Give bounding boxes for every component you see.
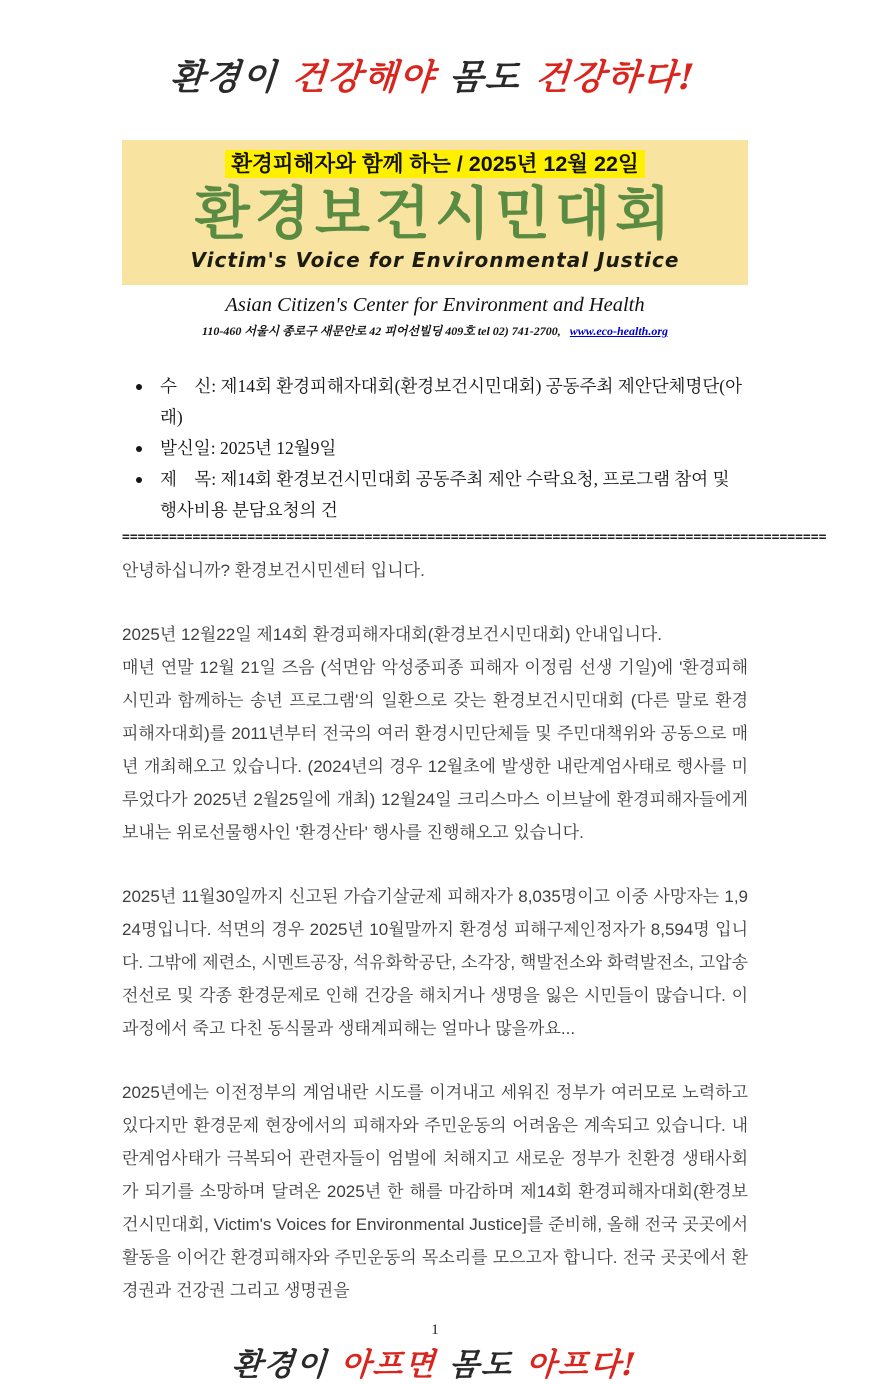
- slogan-segment: 환경이: [168, 57, 294, 98]
- banner-title: 환경보건시민대회: [194, 182, 676, 246]
- paragraph-2025-outlook: 2025년에는 이전정부의 계엄내란 시도를 이겨내고 세워진 정부가 여러모로 노력하고 있다지만 환경문제 현장에서의 피해자와 주민운동의 어려움은 계속되고 있습니다. 내란계엄사태가 극복되어 관련자들이 엄벌에 처해지고 새로운 정부가 친환경 생태사회가 되기를 소망하며 달려온 2025년 한 해를 마감하며 제14회 환경피해자대회(환경보건시민대회, Victim's Voices for Environmental Justice]를 준비해, 올해 전국 곳곳에서 활동을 이어간 환경피해자와 주민운동의 목소리를 모으고자 합니다. 전국 곳곳에서 환경권과 건강권 그리고 생명권을: [122, 1083, 748, 1300]
- organization-name: Asian Citizen's Center for Environment and Health: [225, 294, 645, 316]
- paragraph-announcement: 2025년 12월22일 제14회 환경피해자대회(환경보건시민대회) 안내입니다.: [122, 625, 663, 644]
- slogan-segment: 몸도: [448, 1347, 528, 1383]
- banner-tagline: 환경피해자와 함께 하는 / 2025년 12월 22일: [225, 150, 644, 178]
- meta-item-text: 발신일: 2025년 12월9일: [160, 438, 337, 458]
- top-calligraphy-slogan: [119, 0, 752, 100]
- paragraph-victim-statistics: 2025년 11월30일까지 신고된 가습기살균제 피해자가 8,035명이고 이중 사망자는 1,924명입니다. 석면의 경우 2025년 10월말까지 환경성 피해구제인정자가 8,594명 입니다. 그밖에 제련소, 시멘트공장, 석유화학공단, 소각장, 핵발전소와 화력발전소, 고압송전선로 및 각종 환경문제로 인해 건강을 해치거나 생명을 잃은 시민들이 많습니다. 이 과정에서 죽고 다친 동식물과 생태계피해는 얼마나 많을까요...: [122, 887, 748, 1038]
- banner-subtitle: Victim's Voice for Environmental Justice: [190, 248, 680, 272]
- event-banner: [122, 140, 748, 285]
- slogan-segment: 아프면: [339, 1347, 451, 1383]
- document-page: [122, 0, 827, 1384]
- organization-address-row: [122, 322, 748, 339]
- slogan-segment: 환경이: [230, 1347, 342, 1383]
- meta-item-text: 수 신: 제14회 환경피해자대회(환경보건시민대회) 공동주최 제안단체명단(아래): [160, 376, 742, 427]
- page-number: 1: [431, 1322, 439, 1338]
- meta-item-recipient: [122, 371, 748, 433]
- slogan-segment: 건강하다!: [533, 57, 698, 98]
- letter-meta-list: [122, 371, 748, 526]
- bottom-calligraphy-slogan: [120, 1339, 749, 1384]
- slogan-segment: 몸도: [447, 57, 537, 98]
- organization-address: 110-460 서울시 종로구 새문안로 42 피어선빌딩 409호 tel 02) 741-2700,: [201, 324, 561, 338]
- letter-body: [122, 554, 748, 1307]
- meta-item-send-date: [122, 433, 748, 464]
- equals-divider: ==========================================================================================: [122, 530, 827, 545]
- banner-tagline-row: [122, 149, 748, 182]
- paragraph-history: 매년 연말 12월 21일 즈음 (석면암 악성중피종 피해자 이정림 선생 기일)에 '환경피해시민과 함께하는 송년 프로그램'의 일환으로 갖는 환경보건시민대회 (다른 말로 환경피해자대회)를 2011년부터 전국의 여러 환경시민단체들 및 주민대책위와 공동으로 매년 개최해오고 있습니다. (2024년의 경우 12월초에 발생한 내란계엄사태로 행사를 미루었다가 2025년 2월25일에 개최) 12월24일 크리스마스 이브날에 환경피해자들에게 보내는 위로선물행사인 '환경산타' 행사를 진행해오고 있습니다.: [122, 658, 748, 842]
- meta-item-text: 제 목: 제14회 환경보건시민대회 공동주최 제안 수락요청, 프로그램 참여 및 행사비용 분담요청의 건: [160, 469, 730, 520]
- slogan-segment: 아프다!: [524, 1347, 639, 1383]
- meta-item-subject: [122, 464, 748, 526]
- slogan-segment: 건강해야: [290, 57, 451, 98]
- paragraph-greeting: 안녕하십니까? 환경보건시민센터 입니다.: [122, 561, 425, 580]
- organization-website-link[interactable]: www.eco-health.org: [569, 324, 669, 338]
